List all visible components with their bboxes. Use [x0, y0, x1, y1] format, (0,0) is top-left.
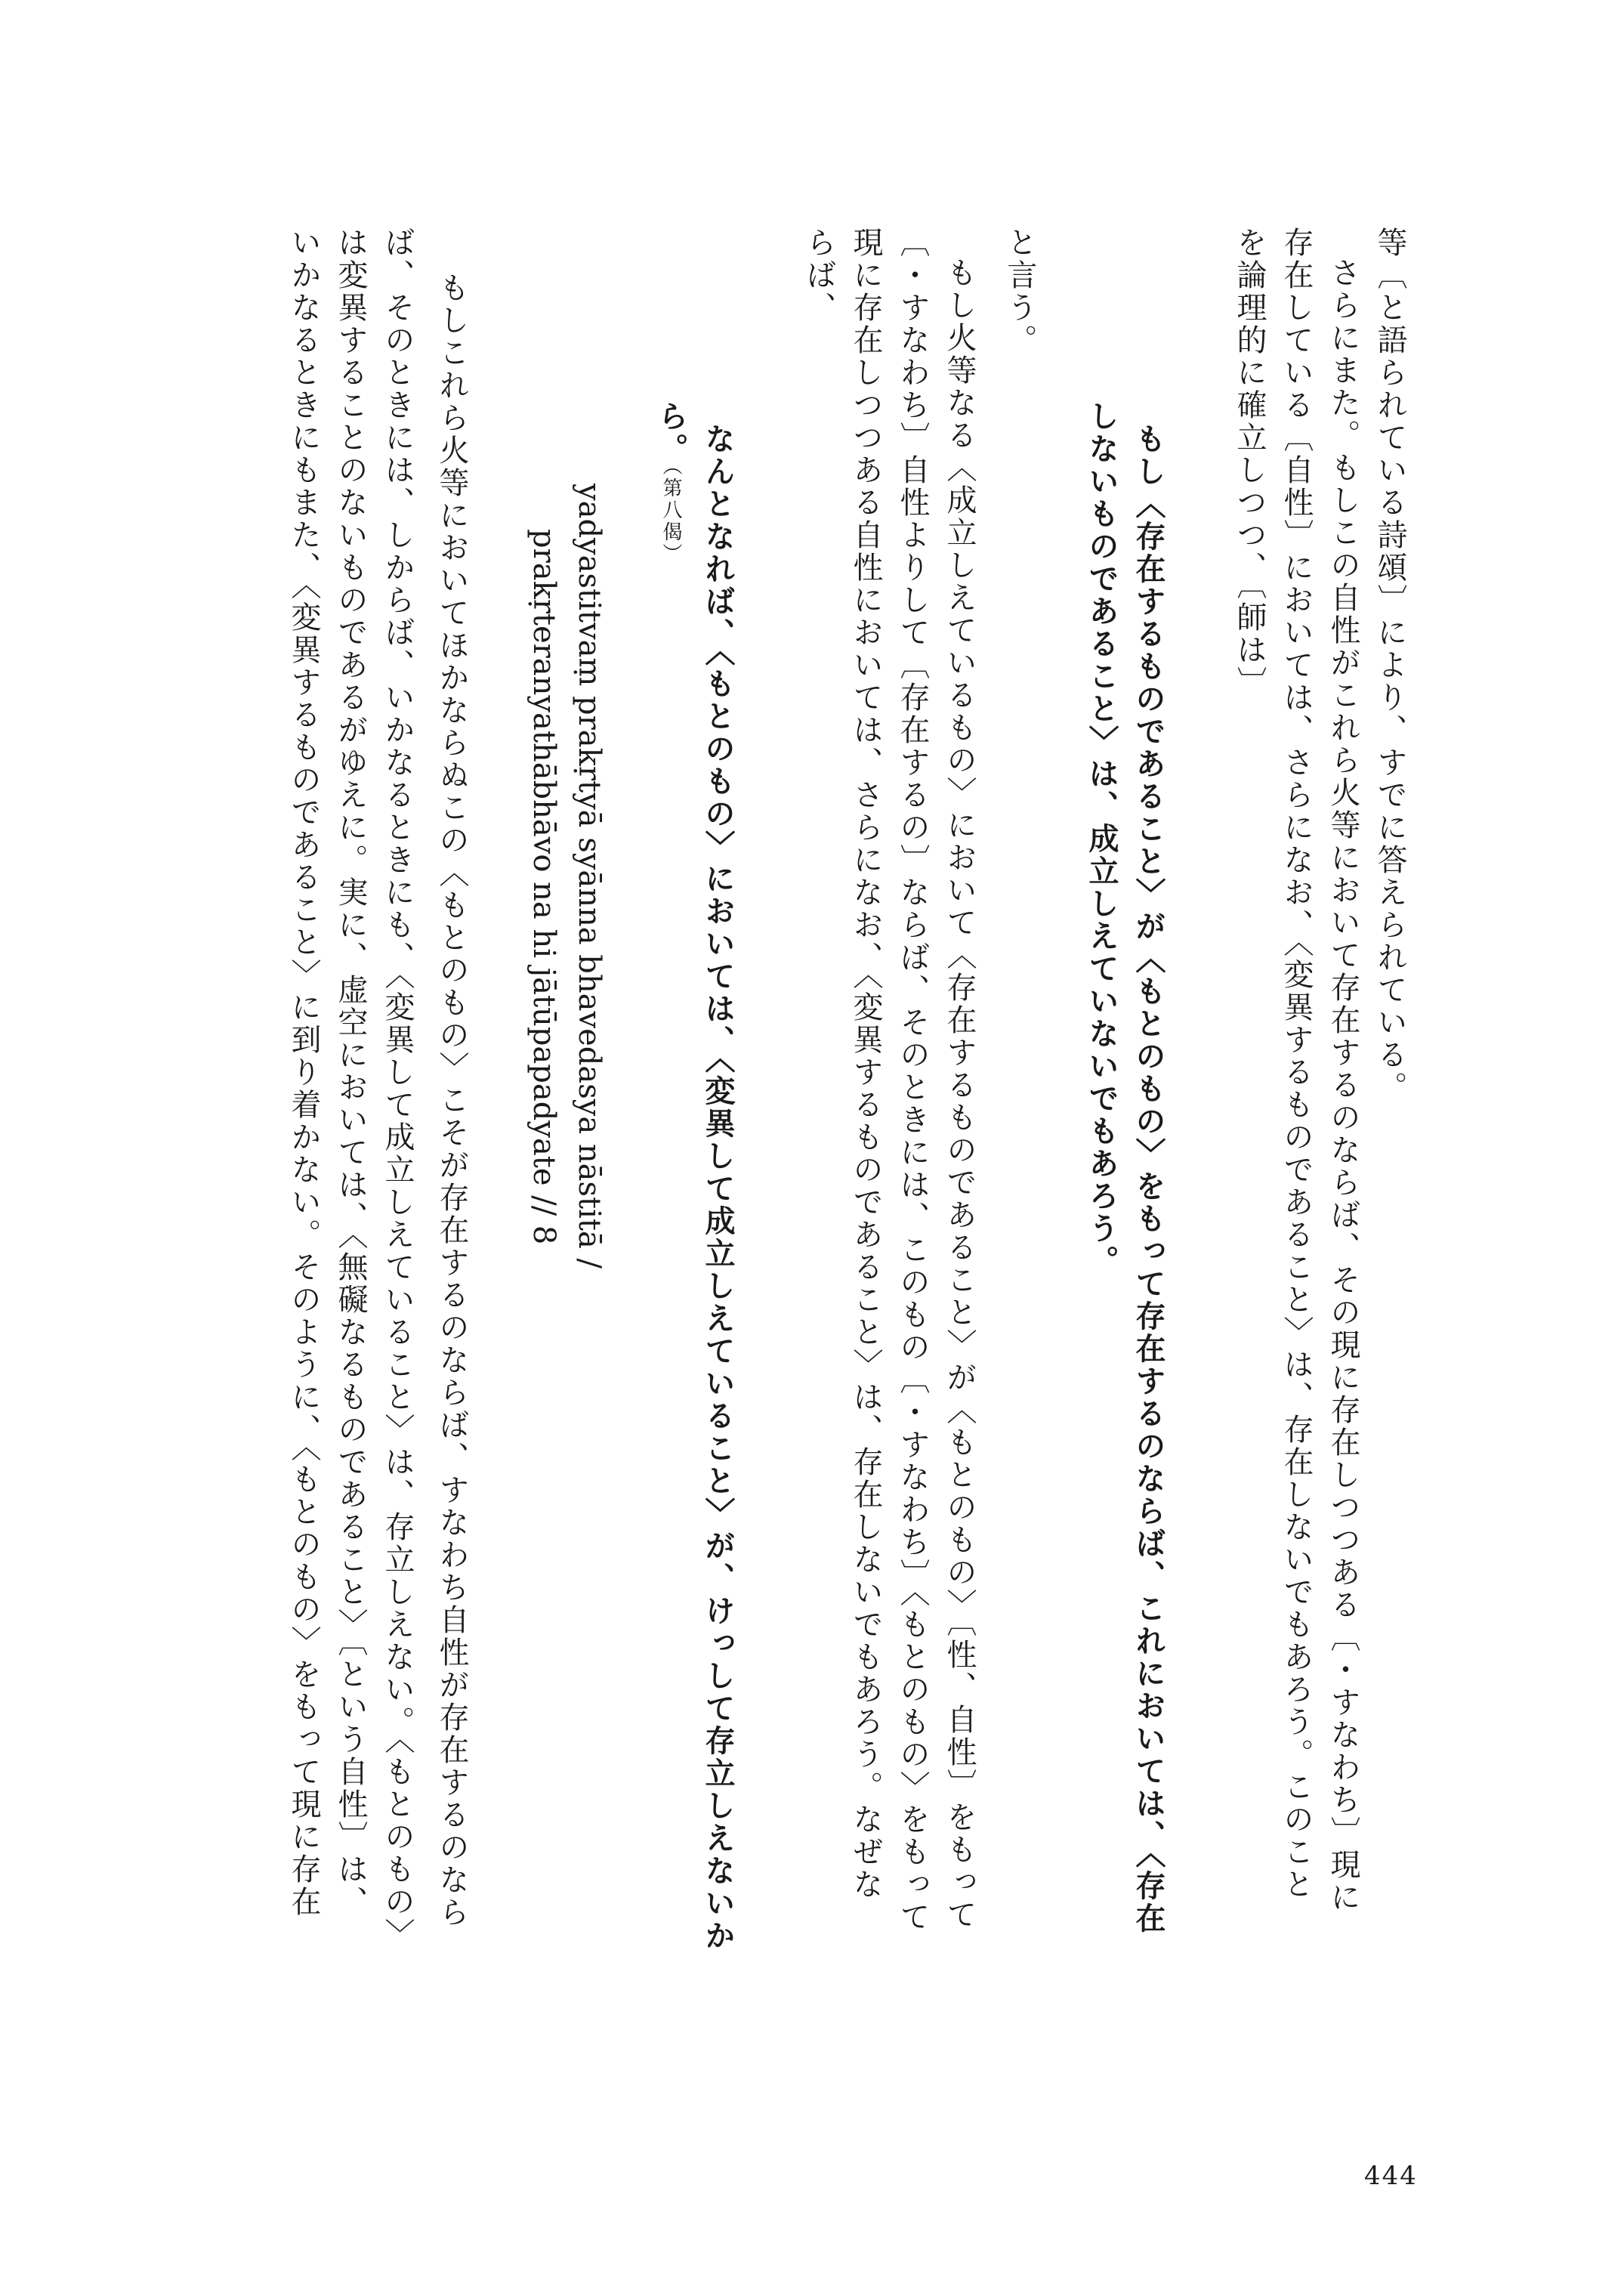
text-column-13: いかなるときにもまた、〈変異するものであること〉に到り着かない。そのように、〈もとのもの〉をもって現に存在 — [286, 227, 321, 1918]
page-number: 444 — [1364, 2161, 1418, 2191]
verse-line-3: なんとなれば、〈もとのもの〉においては、〈変異して成立しえていること〉が、けっして存立しえないか — [700, 423, 735, 1952]
sanskrit-line-2: prakṛteranyathābhāvo na hi jātūpapadyate // 8 — [526, 529, 561, 1245]
text-column-9: らば、 — [801, 227, 836, 324]
verse-line-1: もし〈存在するものであること〉が〈もとのもの〉をもって存在するのならば、これにおいては、〈存在 — [1131, 423, 1166, 1935]
text-column-6: もし火等なる〈成立しえているもの〉において〈存在するものであること〉が〈もとのもの〉〔性、自性〕をもって — [942, 257, 977, 1931]
text-column-7: 〔・すなわち〕自性よりして〔存在するの〕ならば、そのときには、このもの〔・すなわち〕〈もとのもの〉をもって — [895, 227, 930, 1933]
verse-line-2: しないものであること〉は、成立しえていないでもあろう。 — [1084, 400, 1119, 1278]
text-column-4: を論理的に確立しつつ、〔師は〕 — [1232, 227, 1267, 699]
text-column-1: 等〔と語られている詩頌〕により、すでに答えられている。 — [1372, 227, 1407, 1104]
text-column-10: もしこれら火等においてほかならぬこの〈もとのもの〉こそが存在するのならば、すなわち自性が存在するのなら — [434, 272, 469, 1929]
text-column-2: さらにまた。もしこの自性がこれら火等において存在するのならば、その現に存在しつつある〔・すなわち〕現に — [1326, 257, 1360, 1914]
text-column-11: ば、そのときには、しからば、いかなるときにも、〈変異して成立しえていること〉は、存立しえない。〈もとのもの〉 — [380, 227, 415, 1951]
verse-number-note: （第八偈） — [659, 465, 682, 565]
verse-line-4-text: ら。 — [653, 400, 688, 465]
verse-line-4 — [653, 400, 688, 565]
text-column-12: は変異することのないものであるがゆえに。実に、虚空においては、〈無礙なるものであること〉〔という自性〕は、 — [333, 227, 368, 1918]
text-column-8: 現に存在しつつある自性においては、さらになお、〈変異するものであること〉は、存在しないでもあろう。なぜな — [848, 227, 883, 1901]
text-column-3: 存在している〔自性〕においては、さらになお、〈変異するものであること〉は、存在しないでもあろう。このこと — [1279, 227, 1314, 1901]
text-column-5: と言う。 — [1002, 227, 1037, 357]
sanskrit-line-1: yadyastitvaṃ prakṛtyā syānna bhavedasya nāstitā / — [572, 484, 607, 1269]
